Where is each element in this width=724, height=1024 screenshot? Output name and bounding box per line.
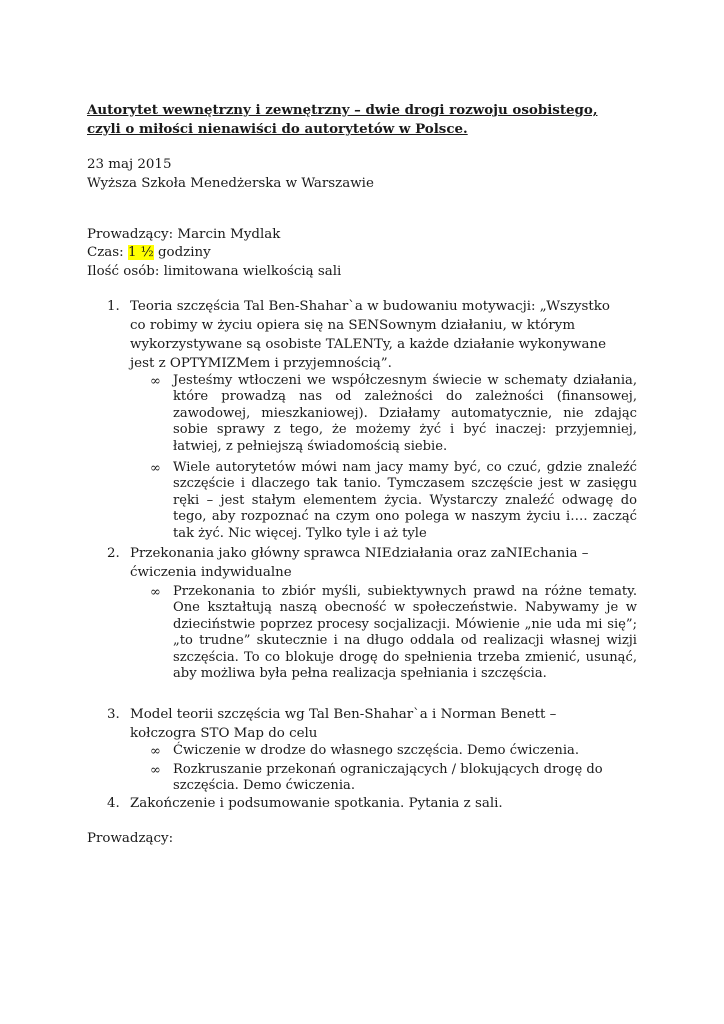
time-label: Czas:	[87, 245, 124, 260]
infinity-bullet-icon: ∞	[150, 461, 161, 476]
footer-host-label: Prowadzący:	[87, 831, 174, 846]
list-item-2-text: Przekonania jako główny sprawca NIEdziałania oraz zaNIEchania – ćwiczenia indywidualne	[130, 546, 589, 580]
infinity-bullet-icon: ∞	[150, 744, 161, 759]
document-title: Autorytet wewnętrzny i zewnętrzny – dwie drogi rozwoju osobistego, czyli o miłości nienawiści do autorytetów w Polsce.	[87, 102, 598, 137]
list-number-4: 4.	[107, 796, 120, 811]
list-number-1: 1.	[107, 299, 120, 314]
time-unit: godziny	[157, 245, 211, 260]
list-item-3-sub-2: Rozkruszanie przekonań ograniczających / blokujących drogę do szczęścia. Demo ćwiczenia.	[173, 762, 603, 794]
list-item-4-text: Zakończenie i podsumowanie spotkania. Pytania z sali.	[130, 796, 503, 811]
people-line: Ilość osób: limitowana wielkością sali	[87, 264, 342, 279]
list-item-1-sub-2: Wiele autorytetów mówi nam jacy mamy być, co czuć, gdzie znaleźć szczęście i dlaczego tak tanio. Tymczasem szczęście jest w zasięgu ręki – jest stałym elementem życia. Wystarczy znaleźć odwagę do tego, aby rozpoznać na czym ono polega w naszym życiu i…. zacząć tak żyć. Nic więcej. Tylko tyle i aż tyle	[173, 460, 637, 541]
infinity-bullet-icon: ∞	[150, 374, 161, 389]
time-line	[87, 243, 211, 262]
infinity-bullet-icon: ∞	[150, 585, 161, 600]
list-item-1-sub-1: Jesteśmy wtłoczeni we współczesnym świecie w schematy działania, które prowadzą nas od zależności do zależności (finansowej, zawodowej, mieszkaniowej). Działamy automatycznie, nie zdając sobie sprawy z tego, że możemy żyć i być inaczej: przyjemniej, łatwiej, z pełniejszą świadomością siebie.	[173, 373, 637, 454]
list-item-3-text: Model teorii szczęścia wg Tal Ben-Shahar`a i Norman Benett – kołczogra STO Map do celu	[130, 707, 557, 741]
infinity-bullet-icon: ∞	[150, 763, 161, 778]
list-item-3-sub-1: Ćwiczenie w drodze do własnego szczęścia. Demo ćwiczenia.	[173, 743, 580, 758]
list-number-3: 3.	[107, 707, 120, 722]
list-item-2-sub-1: Przekonania to zbiór myśli, subiektywnych prawd na różne tematy. One kształtują naszą obecność w społeczeństwie. Nabywamy je w dzieciństwie poprzez procesy socjalizacji. Mówienie „nie uda mi się”; „to trudne” skutecznie i na długo oddala od realizacji własnej wizji szczęścia. To co blokuje drogę do spełnienia trzeba zmienić, usunąć, aby możliwa była pełna realizacja spełniania i szczęścia.	[173, 584, 637, 682]
list-number-2: 2.	[107, 546, 120, 561]
list-item-1-text: Teoria szczęścia Tal Ben-Shahar`a w budowaniu motywacji: „Wszystko co robimy w życiu opiera się na SENSownym działaniu, w którym wykorzystywane są osobiste TALENTy, a każde działanie wykonywane jest z OPTYMIZMem i przyjemnością”.	[130, 299, 610, 371]
host-line: Prowadzący: Marcin Mydlak	[87, 227, 281, 242]
event-date: 23 maj 2015	[87, 157, 172, 172]
institution-name: Wyższa Szkoła Menedżerska w Warszawie	[87, 176, 374, 191]
time-value-highlight: 1 ½	[127, 245, 154, 260]
